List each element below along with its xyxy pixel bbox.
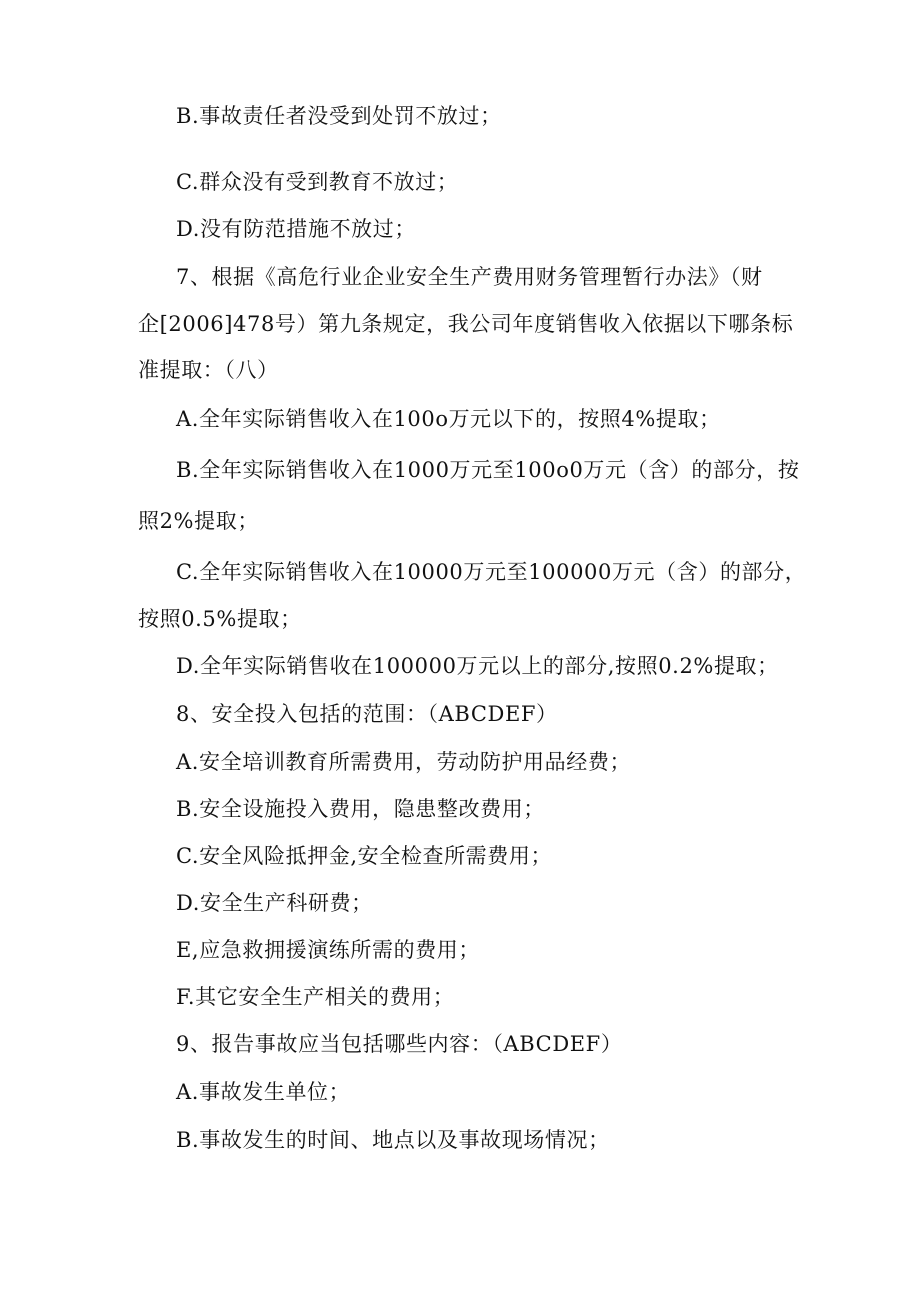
option-line: C.全年实际销售收入在10000万元至100000万元（含）的部分，: [176, 560, 807, 584]
option-line: A.安全培训教育所需费用，劳动防护用品经费；: [176, 750, 632, 774]
question-7-line: 7、根据《高危行业企业安全生产费用财务管理暂行办法》（财: [176, 265, 763, 289]
option-line: D.安全生产科研费；: [176, 891, 373, 915]
question-9-line: 9、报告事故应当包括哪些内容：（ABCDEF）: [176, 1032, 623, 1056]
text-line: B.事故责任者没受到处罚不放过；: [176, 104, 502, 128]
question-8-line: 8、安全投入包括的范围：（ABCDEF）: [176, 702, 558, 726]
option-line: B.安全设施投入费用，隐患整改费用；: [176, 797, 545, 821]
question-7-line: 准提取：（八）: [138, 358, 279, 382]
option-line: B.全年实际销售收入在1000万元至100o0万元（含）的部分，按: [176, 458, 800, 482]
option-line: E,应急救拥援演练所需的费用；: [176, 938, 481, 962]
option-line: 按照0.5%提取；: [138, 607, 302, 631]
option-line: A.事故发生单位；: [176, 1080, 351, 1104]
option-line: F.其它安全生产相关的费用；: [176, 985, 455, 1009]
option-line: C.安全风险抵押金,安全检查所需费用；: [176, 844, 553, 868]
option-line: 照2%提取；: [138, 509, 259, 533]
option-line: D.全年实际销售收在100000万元以上的部分,按照0.2%提取；: [176, 654, 779, 678]
option-line: B.事故发生的时间、地点以及事故现场情况；: [176, 1128, 610, 1152]
question-7-line: 企[2006]478号）第九条规定，我公司年度销售收入依据以下哪条标: [138, 312, 794, 336]
text-line: D.没有防范措施不放过；: [176, 217, 416, 241]
text-line: C.群众没有受到教育不放过；: [176, 170, 459, 194]
option-line: A.全年实际销售收入在100o万元以下的，按照4%提取；: [176, 407, 721, 431]
